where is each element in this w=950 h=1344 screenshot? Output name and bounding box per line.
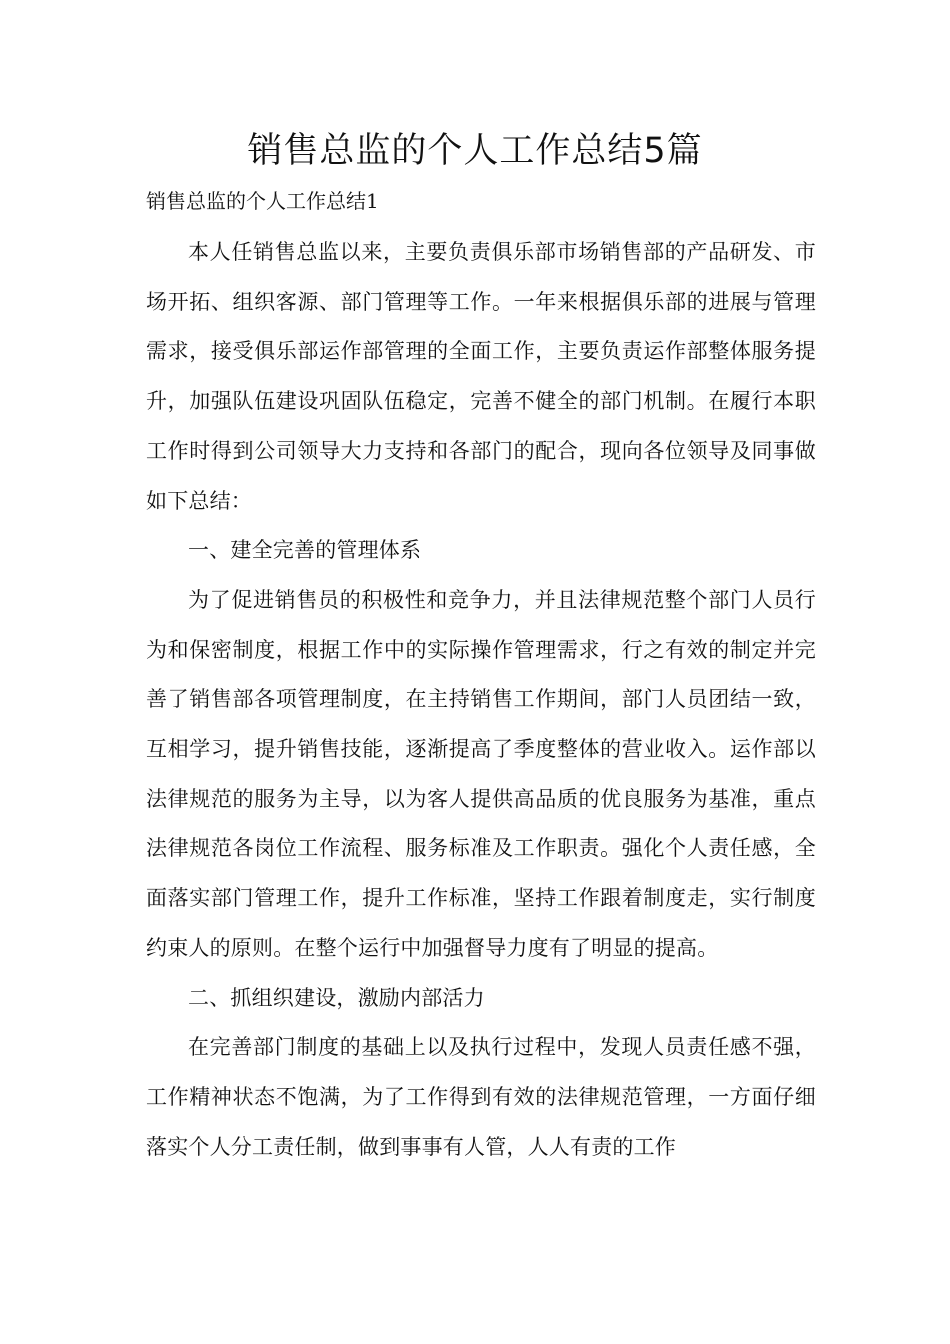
section-heading-1: 一、建全完善的管理体系	[188, 538, 422, 563]
section-subtitle: 销售总监的个人工作总结1	[146, 189, 379, 213]
section-heading-2: 二、抓组织建设，激励内部活力	[188, 985, 485, 1010]
document-title: 销售总监的个人工作总结5篇	[247, 131, 703, 171]
paragraph-management: 为了促进销售员的积极性和竞争力，并且法律规范整个部门人员行为和保密制度，根据工作中的实际操作管理需求，行之有效的制定并完善了销售部各项管理制度，在主持销售工作期间，部门人员团结一致，互相学习，提升销售技能，逐渐提高了季度整体的营业收入。运作部以法律规范的服务为主导，以为客人提供高品质的优良服务为基准，重点法律规范各岗位工作流程、服务标准及工作职责。强化个人责任感，全面落实部门管理工作，提升工作标准，坚持工作跟着制度走，实行制度约束人的原则。在整个运行中加强督导力度有了明显的提高。	[146, 587, 816, 960]
paragraph-organization: 在完善部门制度的基础上以及执行过程中，发现人员责任感不强，工作精神状态不饱满，为了工作得到有效的法律规范管理，一方面仔细落实个人分工责任制，做到事事有人管，人人有责的工作	[146, 1035, 816, 1159]
document-body	[146, 228, 816, 1172]
paragraph-intro: 本人任销售总监以来，主要负责俱乐部市场销售部的产品研发、市场开拓、组织客源、部门管理等工作。一年来根据俱乐部的进展与管理需求，接受俱乐部运作部管理的全面工作，主要负责运作部整体服务提升，加强队伍建设巩固队伍稳定，完善不健全的部门机制。在履行本职工作时得到公司领导大力支持和各部门的配合，现向各位领导及同事做如下总结：	[146, 240, 816, 513]
